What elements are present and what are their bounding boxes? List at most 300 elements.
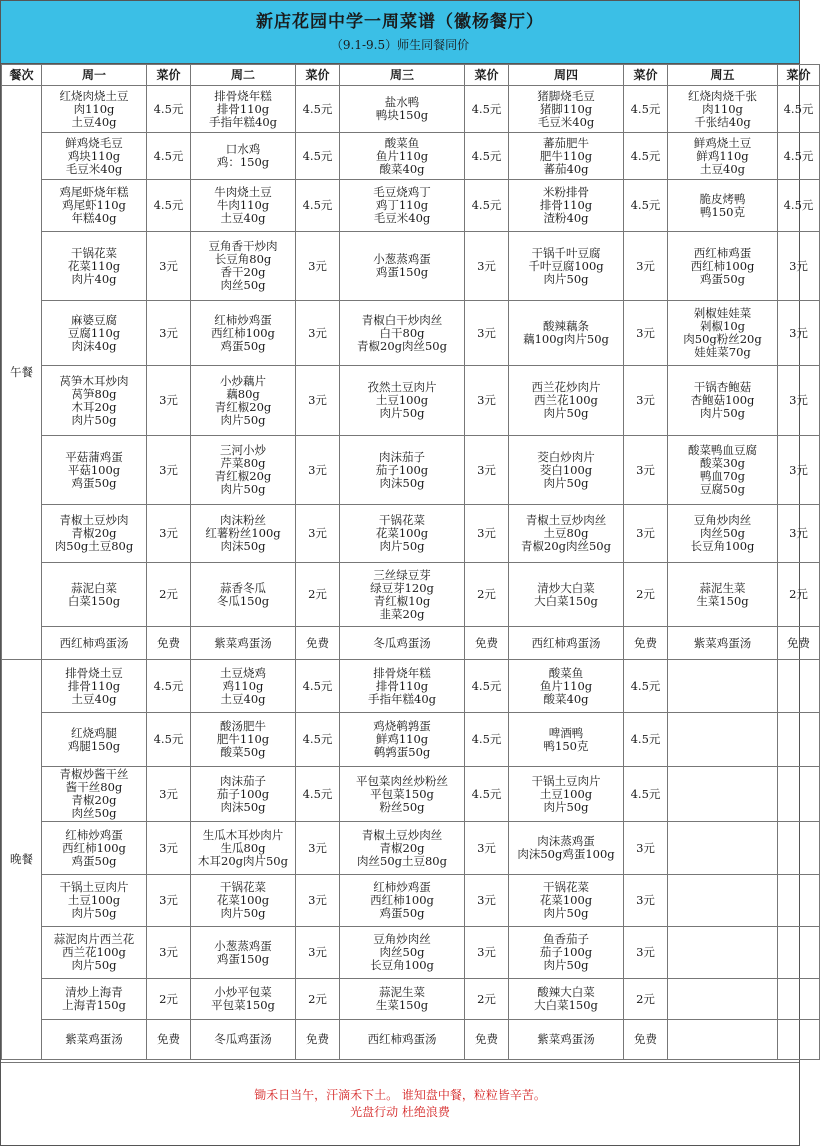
price-cell: 3元 <box>147 822 191 875</box>
dish-ingredient: 白菜150g <box>67 593 121 608</box>
price-cell: 3元 <box>147 366 191 436</box>
dish-cell <box>42 86 147 133</box>
dish-name: 平菇蒲鸡蛋 <box>65 449 123 464</box>
dish-name: 鸡尾虾烧年糕 <box>59 185 129 199</box>
dish-cell <box>509 927 624 979</box>
dish-name: 口水鸡 <box>225 142 261 156</box>
dish-ingredient: 香干20g <box>220 265 266 279</box>
dish-name: 鲜鸡烧毛豆 <box>65 135 123 150</box>
dish-ingredient: 青红椒20g <box>214 469 272 483</box>
dish-cell <box>509 1020 624 1060</box>
dish-ingredient: 千叶豆腐100g <box>528 258 604 273</box>
price-cell: 4.5元 <box>778 180 820 232</box>
dish-ingredient: 肉沫50g <box>220 799 266 814</box>
dish-ingredient: 鸭150克 <box>543 738 589 753</box>
dish-ingredient: 青椒20g <box>71 793 117 807</box>
dish-ingredient: 渣粉40g <box>543 211 589 225</box>
dish-ingredient: 青椒20g <box>71 526 117 540</box>
dish-name: 茭白炒肉片 <box>537 449 595 464</box>
lunch-label: 午餐 <box>2 86 42 660</box>
dish-cell <box>340 366 465 436</box>
dish-cell <box>509 86 624 133</box>
dish-name: 三丝绿豆芽 <box>373 567 431 582</box>
dish-cell <box>340 563 465 627</box>
dish-ingredient: 豆腐110g <box>67 325 121 340</box>
dish-cell <box>42 875 147 927</box>
dish-cell <box>42 180 147 232</box>
dish-cell <box>668 660 778 713</box>
dish-name: 蒜泥白菜 <box>71 580 117 595</box>
dish-cell <box>42 232 147 301</box>
dish-cell <box>42 713 147 767</box>
dish-name: 酸辣大白菜 <box>537 985 595 999</box>
dish-ingredient: 鲜鸡110g <box>696 148 749 163</box>
price-cell: 2元 <box>778 563 820 627</box>
dish-ingredient: 生瓜80g <box>220 840 266 855</box>
dish-ingredient: 杏鲍菇100g <box>690 393 755 407</box>
price-cell: 3元 <box>465 875 509 927</box>
dish-cell <box>191 86 296 133</box>
dish-cell <box>668 366 778 436</box>
dish-ingredient: 花菜100g <box>539 893 593 907</box>
dish-ingredient: 鸡：150g <box>216 155 270 169</box>
dish-cell <box>509 563 624 627</box>
dish-ingredient: 冬瓜150g <box>216 593 270 608</box>
dish-ingredient: 肉片50g <box>700 406 745 420</box>
dish-ingredient: 手指年糕40g <box>209 114 277 129</box>
dish-name: 红烧肉烧千张 <box>688 88 757 103</box>
dish-name: 脆皮烤鸭 <box>699 191 746 206</box>
dish-cell <box>191 713 296 767</box>
dish-cell <box>340 232 465 301</box>
dish-ingredient: 猪脚110g <box>539 101 593 116</box>
dish-cell <box>509 875 624 927</box>
header-day: 周一 <box>42 65 147 86</box>
price-cell: 4.5元 <box>465 660 509 713</box>
dish-name: 西红柿鸡蛋汤 <box>531 635 601 650</box>
header-row <box>2 65 820 86</box>
dish-name: 干锅千叶豆腐 <box>531 245 601 260</box>
dish-ingredient: 土豆40g <box>71 691 117 706</box>
dish-cell <box>340 86 465 133</box>
price-cell <box>778 713 820 767</box>
menu-row <box>2 875 820 927</box>
dish-ingredient: 鸡110g <box>222 678 264 693</box>
dish-name: 红柿炒鸡蛋 <box>373 880 431 894</box>
dish-ingredient: 鸡腿150g <box>67 738 121 753</box>
price-cell: 4.5元 <box>465 713 509 767</box>
dish-name: 酸辣藕条 <box>543 319 589 333</box>
dish-name: 干锅花菜 <box>220 880 266 894</box>
dish-ingredient: 肉片50g <box>220 482 266 496</box>
dish-ingredient: 白干80g <box>379 325 425 340</box>
dish-name: 红烧鸡腿 <box>71 725 117 740</box>
price-cell: 3元 <box>296 822 340 875</box>
dish-ingredient: 生菜150g <box>375 998 429 1012</box>
price-cell: 3元 <box>778 232 820 301</box>
dish-ingredient: 茄子100g <box>216 786 270 801</box>
dish-ingredient: 土豆40g <box>220 211 266 225</box>
price-cell: 4.5元 <box>296 660 340 713</box>
dish-ingredient: 鸡蛋50g <box>379 906 425 920</box>
price-cell: 4.5元 <box>296 767 340 822</box>
price-cell: 免费 <box>624 1020 668 1060</box>
dish-ingredient: 平菇100g <box>67 462 121 477</box>
dish-ingredient: 青椒20g肉丝50g <box>521 539 611 553</box>
dish-cell <box>191 927 296 979</box>
dish-ingredient: 土豆80g <box>543 526 589 540</box>
dish-ingredient: 西红柿100g <box>370 893 434 907</box>
dish-ingredient: 韭菜20g <box>379 606 425 621</box>
dish-ingredient: 肉沫50g <box>220 539 266 553</box>
dish-name: 麻婆豆腐 <box>71 312 117 327</box>
dish-ingredient: 排骨110g <box>539 198 593 212</box>
dish-ingredient: 肉片50g <box>543 406 589 420</box>
dish-name: 蒜泥肉片西兰花 <box>53 932 135 946</box>
dish-cell <box>340 627 465 660</box>
dish-ingredient: 西兰花100g <box>62 945 126 959</box>
dish-ingredient: 藕100g肉片50g <box>523 332 609 346</box>
dinner-label: 晚餐 <box>2 660 42 1060</box>
dish-ingredient: 鱼片110g <box>375 148 429 163</box>
dish-ingredient: 土豆100g <box>375 393 429 407</box>
dish-name: 肉沫蒸鸡蛋 <box>537 834 595 848</box>
dish-name: 小炒平包菜 <box>214 985 272 999</box>
dish-ingredient: 排骨110g <box>375 678 429 693</box>
footer-poem: 锄禾日当午，汗滴禾下土。 谁知盘中餐，粒粒皆辛苦。 <box>254 1088 546 1102</box>
date-range: （9.1-9.5）师生同餐同价 <box>330 38 470 52</box>
dish-ingredient: 粉丝50g <box>379 799 425 814</box>
price-cell: 3元 <box>296 875 340 927</box>
dish-ingredient: 鸡蛋150g <box>375 265 429 279</box>
dish-name: 红柿炒鸡蛋 <box>65 827 123 842</box>
menu-row <box>2 133 820 180</box>
price-cell: 4.5元 <box>778 133 820 180</box>
dish-ingredient: 酸菜30g <box>700 456 745 470</box>
dish-ingredient: 肉片50g <box>71 906 117 920</box>
dish-name: 红烧肉烧土豆 <box>59 88 129 103</box>
menu-row <box>2 979 820 1020</box>
price-cell <box>778 822 820 875</box>
price-cell: 2元 <box>296 563 340 627</box>
dish-cell <box>509 366 624 436</box>
dish-ingredient: 肉50g土豆80g <box>54 539 134 553</box>
dish-ingredient: 青椒20g <box>379 840 425 855</box>
price-cell: 4.5元 <box>624 86 668 133</box>
price-cell: 4.5元 <box>296 133 340 180</box>
menu-row <box>2 366 820 436</box>
dish-ingredient: 肥牛110g <box>216 732 270 746</box>
dish-ingredient: 毛豆米40g <box>373 211 431 225</box>
price-cell: 4.5元 <box>296 713 340 767</box>
dish-ingredient: 鸡蛋50g <box>71 475 117 490</box>
dish-ingredient: 毛豆米40g <box>65 161 123 176</box>
dish-name: 小葱蒸鸡蛋 <box>373 252 431 266</box>
dish-ingredient: 绿豆芽120g <box>370 580 434 595</box>
dish-ingredient: 平包菜150g <box>211 998 275 1012</box>
dish-name: 毛豆烧鸡丁 <box>373 185 431 199</box>
dish-cell <box>191 563 296 627</box>
dish-name: 豆角炒肉丝 <box>693 513 752 527</box>
dish-ingredient: 鸡蛋50g <box>700 271 745 286</box>
dish-name: 干锅花菜 <box>379 513 425 527</box>
dish-ingredient: 肉丝50g土豆80g <box>357 853 447 868</box>
dish-name: 干锅土豆肉片 <box>59 880 129 894</box>
dish-name: 红柿炒鸡蛋 <box>214 312 272 327</box>
dish-name: 酸菜鱼 <box>384 135 420 150</box>
dish-ingredient: 木耳20g <box>71 399 117 414</box>
price-cell: 3元 <box>624 436 668 505</box>
price-cell: 3元 <box>624 822 668 875</box>
price-cell: 2元 <box>624 563 668 627</box>
dish-cell <box>340 505 465 563</box>
price-cell: 3元 <box>296 436 340 505</box>
dish-name: 蕃茄肥牛 <box>543 135 589 150</box>
dish-ingredient: 鸡蛋50g <box>220 338 266 353</box>
dish-ingredient: 平包菜150g <box>370 786 434 801</box>
dish-ingredient: 肉丝50g <box>379 945 425 959</box>
dish-cell <box>42 627 147 660</box>
dish-cell <box>340 180 465 232</box>
price-cell <box>778 979 820 1020</box>
dish-ingredient: 藕80g <box>226 386 260 401</box>
dish-cell <box>191 366 296 436</box>
price-cell: 3元 <box>147 875 191 927</box>
price-cell: 4.5元 <box>624 660 668 713</box>
dish-cell <box>191 301 296 366</box>
dish-ingredient: 酱干丝80g <box>65 780 123 794</box>
price-cell: 3元 <box>296 301 340 366</box>
dish-cell <box>509 660 624 713</box>
dish-cell <box>340 822 465 875</box>
price-cell: 免费 <box>778 627 820 660</box>
dish-name: 剁椒娃娃菜 <box>693 306 752 320</box>
dish-ingredient: 大白菜150g <box>534 998 598 1012</box>
dish-cell <box>668 436 778 505</box>
dish-ingredient: 鸡蛋150g <box>216 951 270 966</box>
dish-ingredient: 长豆角100g <box>370 958 434 972</box>
dish-name: 啤酒鸭 <box>548 725 584 740</box>
dish-ingredient: 手指年糕40g <box>368 691 436 706</box>
price-cell: 4.5元 <box>624 180 668 232</box>
price-cell: 3元 <box>778 301 820 366</box>
price-cell: 3元 <box>296 505 340 563</box>
dish-ingredient: 鸡尾虾110g <box>62 198 126 212</box>
price-cell: 3元 <box>296 366 340 436</box>
dish-name: 小葱蒸鸡蛋 <box>214 938 272 953</box>
dish-cell <box>668 822 778 875</box>
dish-cell <box>668 133 778 180</box>
dish-name: 排骨烧年糕 <box>373 665 431 680</box>
price-cell: 4.5元 <box>624 713 668 767</box>
dish-ingredient: 酸菜40g <box>543 691 589 706</box>
dish-name: 干锅花菜 <box>71 245 117 260</box>
price-cell: 4.5元 <box>778 86 820 133</box>
dish-cell <box>509 627 624 660</box>
price-cell: 免费 <box>624 627 668 660</box>
dish-ingredient: 肉片50g <box>543 475 589 490</box>
dish-name: 肉沫茄子 <box>379 449 425 464</box>
dish-cell <box>191 1020 296 1060</box>
dish-ingredient: 肉沫50g鸡蛋100g <box>517 847 615 861</box>
dish-ingredient: 上海青150g <box>62 998 126 1012</box>
dish-ingredient: 茭白100g <box>539 462 593 477</box>
dish-cell <box>191 505 296 563</box>
price-cell: 3元 <box>465 232 509 301</box>
header-day: 周三 <box>340 65 465 86</box>
price-cell: 3元 <box>624 232 668 301</box>
dish-name: 清炒上海青 <box>65 985 123 999</box>
dish-ingredient: 青红椒10g <box>373 593 431 608</box>
dish-ingredient: 肉片50g <box>543 799 589 814</box>
price-cell: 4.5元 <box>624 767 668 822</box>
dish-ingredient: 肉沫50g <box>379 475 425 490</box>
dish-name: 紫菜鸡蛋汤 <box>537 1032 595 1046</box>
dish-cell <box>668 1020 778 1060</box>
price-cell: 4.5元 <box>147 660 191 713</box>
menu-row <box>2 505 820 563</box>
price-cell: 3元 <box>465 927 509 979</box>
price-cell: 3元 <box>624 927 668 979</box>
dish-ingredient: 肉片40g <box>71 271 117 286</box>
dish-name: 青椒土豆炒肉 <box>59 513 129 527</box>
dish-name: 豆角香干炒肉 <box>208 239 278 253</box>
price-cell: 3元 <box>465 505 509 563</box>
dish-name: 肉沫粉丝 <box>220 513 266 527</box>
dish-cell <box>668 563 778 627</box>
dish-name: 青椒土豆炒肉丝 <box>361 827 443 842</box>
dish-ingredient: 肉丝50g <box>700 526 745 540</box>
dish-name: 肉沫茄子 <box>220 773 266 788</box>
dish-ingredient: 排骨110g <box>216 101 270 116</box>
price-cell: 3元 <box>624 505 668 563</box>
dish-cell <box>191 180 296 232</box>
price-cell <box>778 660 820 713</box>
dish-name: 西红柿鸡蛋汤 <box>59 635 129 650</box>
dish-ingredient: 鸡丁110g <box>375 198 429 212</box>
dish-ingredient: 花菜100g <box>216 893 270 907</box>
dish-cell <box>668 232 778 301</box>
price-cell: 免费 <box>465 1020 509 1060</box>
dish-cell <box>509 822 624 875</box>
dish-ingredient: 鸭150克 <box>700 204 745 219</box>
price-cell <box>778 767 820 822</box>
dish-ingredient: 肉片50g <box>543 271 589 286</box>
dish-name: 三河小炒 <box>220 443 266 457</box>
dish-cell <box>191 822 296 875</box>
dish-ingredient: 鱼片110g <box>539 678 593 693</box>
dish-ingredient: 鸭血70g <box>700 469 745 483</box>
dish-ingredient: 西红柿100g <box>690 258 755 273</box>
dish-cell <box>668 627 778 660</box>
price-cell: 3元 <box>147 927 191 979</box>
dish-name: 盐水鸭 <box>384 95 420 109</box>
price-cell: 4.5元 <box>465 180 509 232</box>
dish-name: 冬瓜鸡蛋汤 <box>373 635 431 650</box>
price-cell: 4.5元 <box>147 86 191 133</box>
price-cell: 3元 <box>296 232 340 301</box>
dish-ingredient: 长豆角80g <box>214 252 272 266</box>
price-cell: 4.5元 <box>296 180 340 232</box>
dish-name: 蒜泥生菜 <box>379 985 425 999</box>
footer-motto: 光盘行动 杜绝浪费 <box>350 1105 450 1119</box>
dish-cell <box>509 232 624 301</box>
dish-cell <box>42 927 147 979</box>
dish-ingredient: 牛肉110g <box>216 198 270 212</box>
menu-row <box>2 180 820 232</box>
header-price: 菜价 <box>778 65 820 86</box>
dish-ingredient: 芹菜80g <box>220 456 266 470</box>
header-day: 周五 <box>668 65 778 86</box>
dish-cell <box>668 180 778 232</box>
dish-name: 紫菜鸡蛋汤 <box>65 1032 123 1046</box>
menu-table <box>1 64 820 1060</box>
dish-name: 鲜鸡烧土豆 <box>693 135 752 150</box>
dish-cell <box>668 979 778 1020</box>
menu-row <box>2 927 820 979</box>
dish-cell <box>340 1020 465 1060</box>
price-cell: 2元 <box>296 979 340 1020</box>
dish-ingredient: 花菜100g <box>375 526 429 540</box>
dish-cell <box>509 180 624 232</box>
menu-row <box>2 232 820 301</box>
price-cell <box>778 927 820 979</box>
dish-cell <box>42 822 147 875</box>
menu-row <box>2 627 820 660</box>
dish-cell <box>191 436 296 505</box>
dish-ingredient: 长豆角100g <box>690 539 755 553</box>
dish-ingredient: 土豆40g <box>71 114 117 129</box>
price-cell: 2元 <box>465 563 509 627</box>
dish-ingredient: 肉片50g <box>71 958 117 972</box>
dish-ingredient: 肉沫40g <box>71 338 117 353</box>
header-price: 菜价 <box>147 65 191 86</box>
dish-ingredient: 青椒20g肉丝50g <box>357 338 447 353</box>
dish-name: 西红柿鸡蛋 <box>693 245 752 260</box>
dish-ingredient: 肉片50g <box>379 406 425 420</box>
dish-name: 猪脚烧毛豆 <box>537 88 595 103</box>
dish-cell <box>191 767 296 822</box>
price-cell: 3元 <box>465 366 509 436</box>
dish-cell <box>509 713 624 767</box>
dish-name: 莴笋木耳炒肉 <box>59 373 129 388</box>
price-cell: 免费 <box>147 627 191 660</box>
price-cell: 3元 <box>778 366 820 436</box>
header-meal: 餐次 <box>2 65 42 86</box>
price-cell: 3元 <box>778 436 820 505</box>
dish-ingredient: 生菜150g <box>696 593 749 608</box>
price-cell <box>778 875 820 927</box>
price-cell: 3元 <box>624 875 668 927</box>
dish-ingredient: 西红柿100g <box>211 325 275 340</box>
dish-name: 清炒大白菜 <box>537 580 595 595</box>
dish-cell <box>191 232 296 301</box>
price-cell: 3元 <box>624 366 668 436</box>
dish-ingredient: 土豆40g <box>220 691 266 706</box>
dish-cell <box>668 713 778 767</box>
price-cell: 2元 <box>465 979 509 1020</box>
menu-row <box>2 301 820 366</box>
dish-ingredient: 肉110g <box>702 101 743 116</box>
menu-row <box>2 767 820 822</box>
dish-ingredient: 肉片50g <box>71 412 117 427</box>
dish-cell <box>668 927 778 979</box>
dish-cell <box>340 767 465 822</box>
dish-ingredient: 鸭块150g <box>375 108 429 122</box>
dish-ingredient: 土豆100g <box>539 786 593 801</box>
dish-cell <box>42 366 147 436</box>
price-cell: 3元 <box>465 301 509 366</box>
